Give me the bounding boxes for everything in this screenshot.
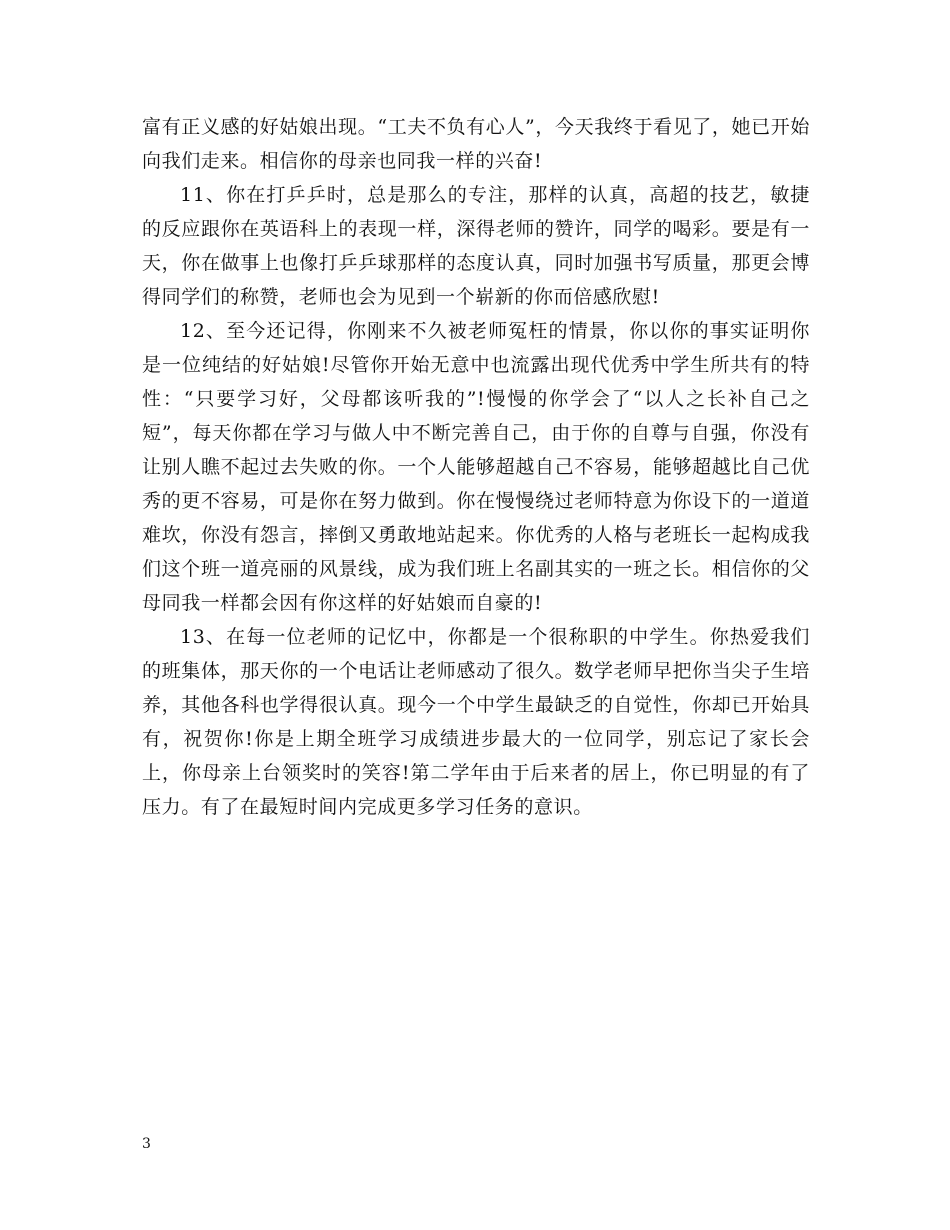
paragraph-item-11: 11、你在打乒乒时，总是那么的专注，那样的认真，高超的技艺，敏捷的反应跟你在英语科上的表现一样，深得老师的赞许，同学的喝彩。要是有一天，你在做事上也像打乒乒球那样的态度认真，同时加强书写质量，那更会博得同学们的称赞，老师也会为见到一个崭新的你而倍感欣慰! (142, 184, 810, 308)
paragraph-continuation: 富有正义感的好姑娘出现。“工夫不负有心人”，今天我终于看见了，她已开始向我们走来。相信你的母亲也同我一样的兴奋! (142, 116, 810, 172)
paragraph-item-13: 13、在每一位老师的记忆中，你都是一个很称职的中学生。你热爱我们的班集体，那天你的一个电话让老师感动了很久。数学老师早把你当尖子生培养，其他各科也学得很认真。现今一个中学生最缺乏的自觉性，你却已开始具有，祝贺你!你是上期全班学习成绩进步最大的一位同学，别忘记了家长会上，你母亲上台领奖时的笑容!第二学年由于后来者的居上，你已明显的有了压力。有了在最短时间内完成更多学习任务的意识。 (142, 626, 810, 818)
page-number: 3 (142, 1136, 151, 1152)
paragraph-item-12: 12、至今还记得，你刚来不久被老师冤枉的情景，你以你的事实证明你是一位纯结的好姑娘!尽管你开始无意中也流露出现代优秀中学生所共有的特性：“只要学习好，父母都该听我的”!慢慢的你学会了“以人之长补自己之短”，每天你都在学习与做人中不断完善自己，由于你的自尊与自强，你没有让别人瞧不起过去失败的你。一个人能够超越自己不容易，能够超越比自己优秀的更不容易，可是你在努力做到。你在慢慢绕过老师特意为你设下的一道道难坎，你没有怨言，摔倒又勇敢地站起来。你优秀的人格与老班长一起构成我们这个班一道亮丽的风景线，成为我们班上名副其实的一班之长。相信你的父母同我一样都会因有你这样的好姑娘而自豪的! (142, 320, 810, 614)
document-body (142, 110, 810, 824)
